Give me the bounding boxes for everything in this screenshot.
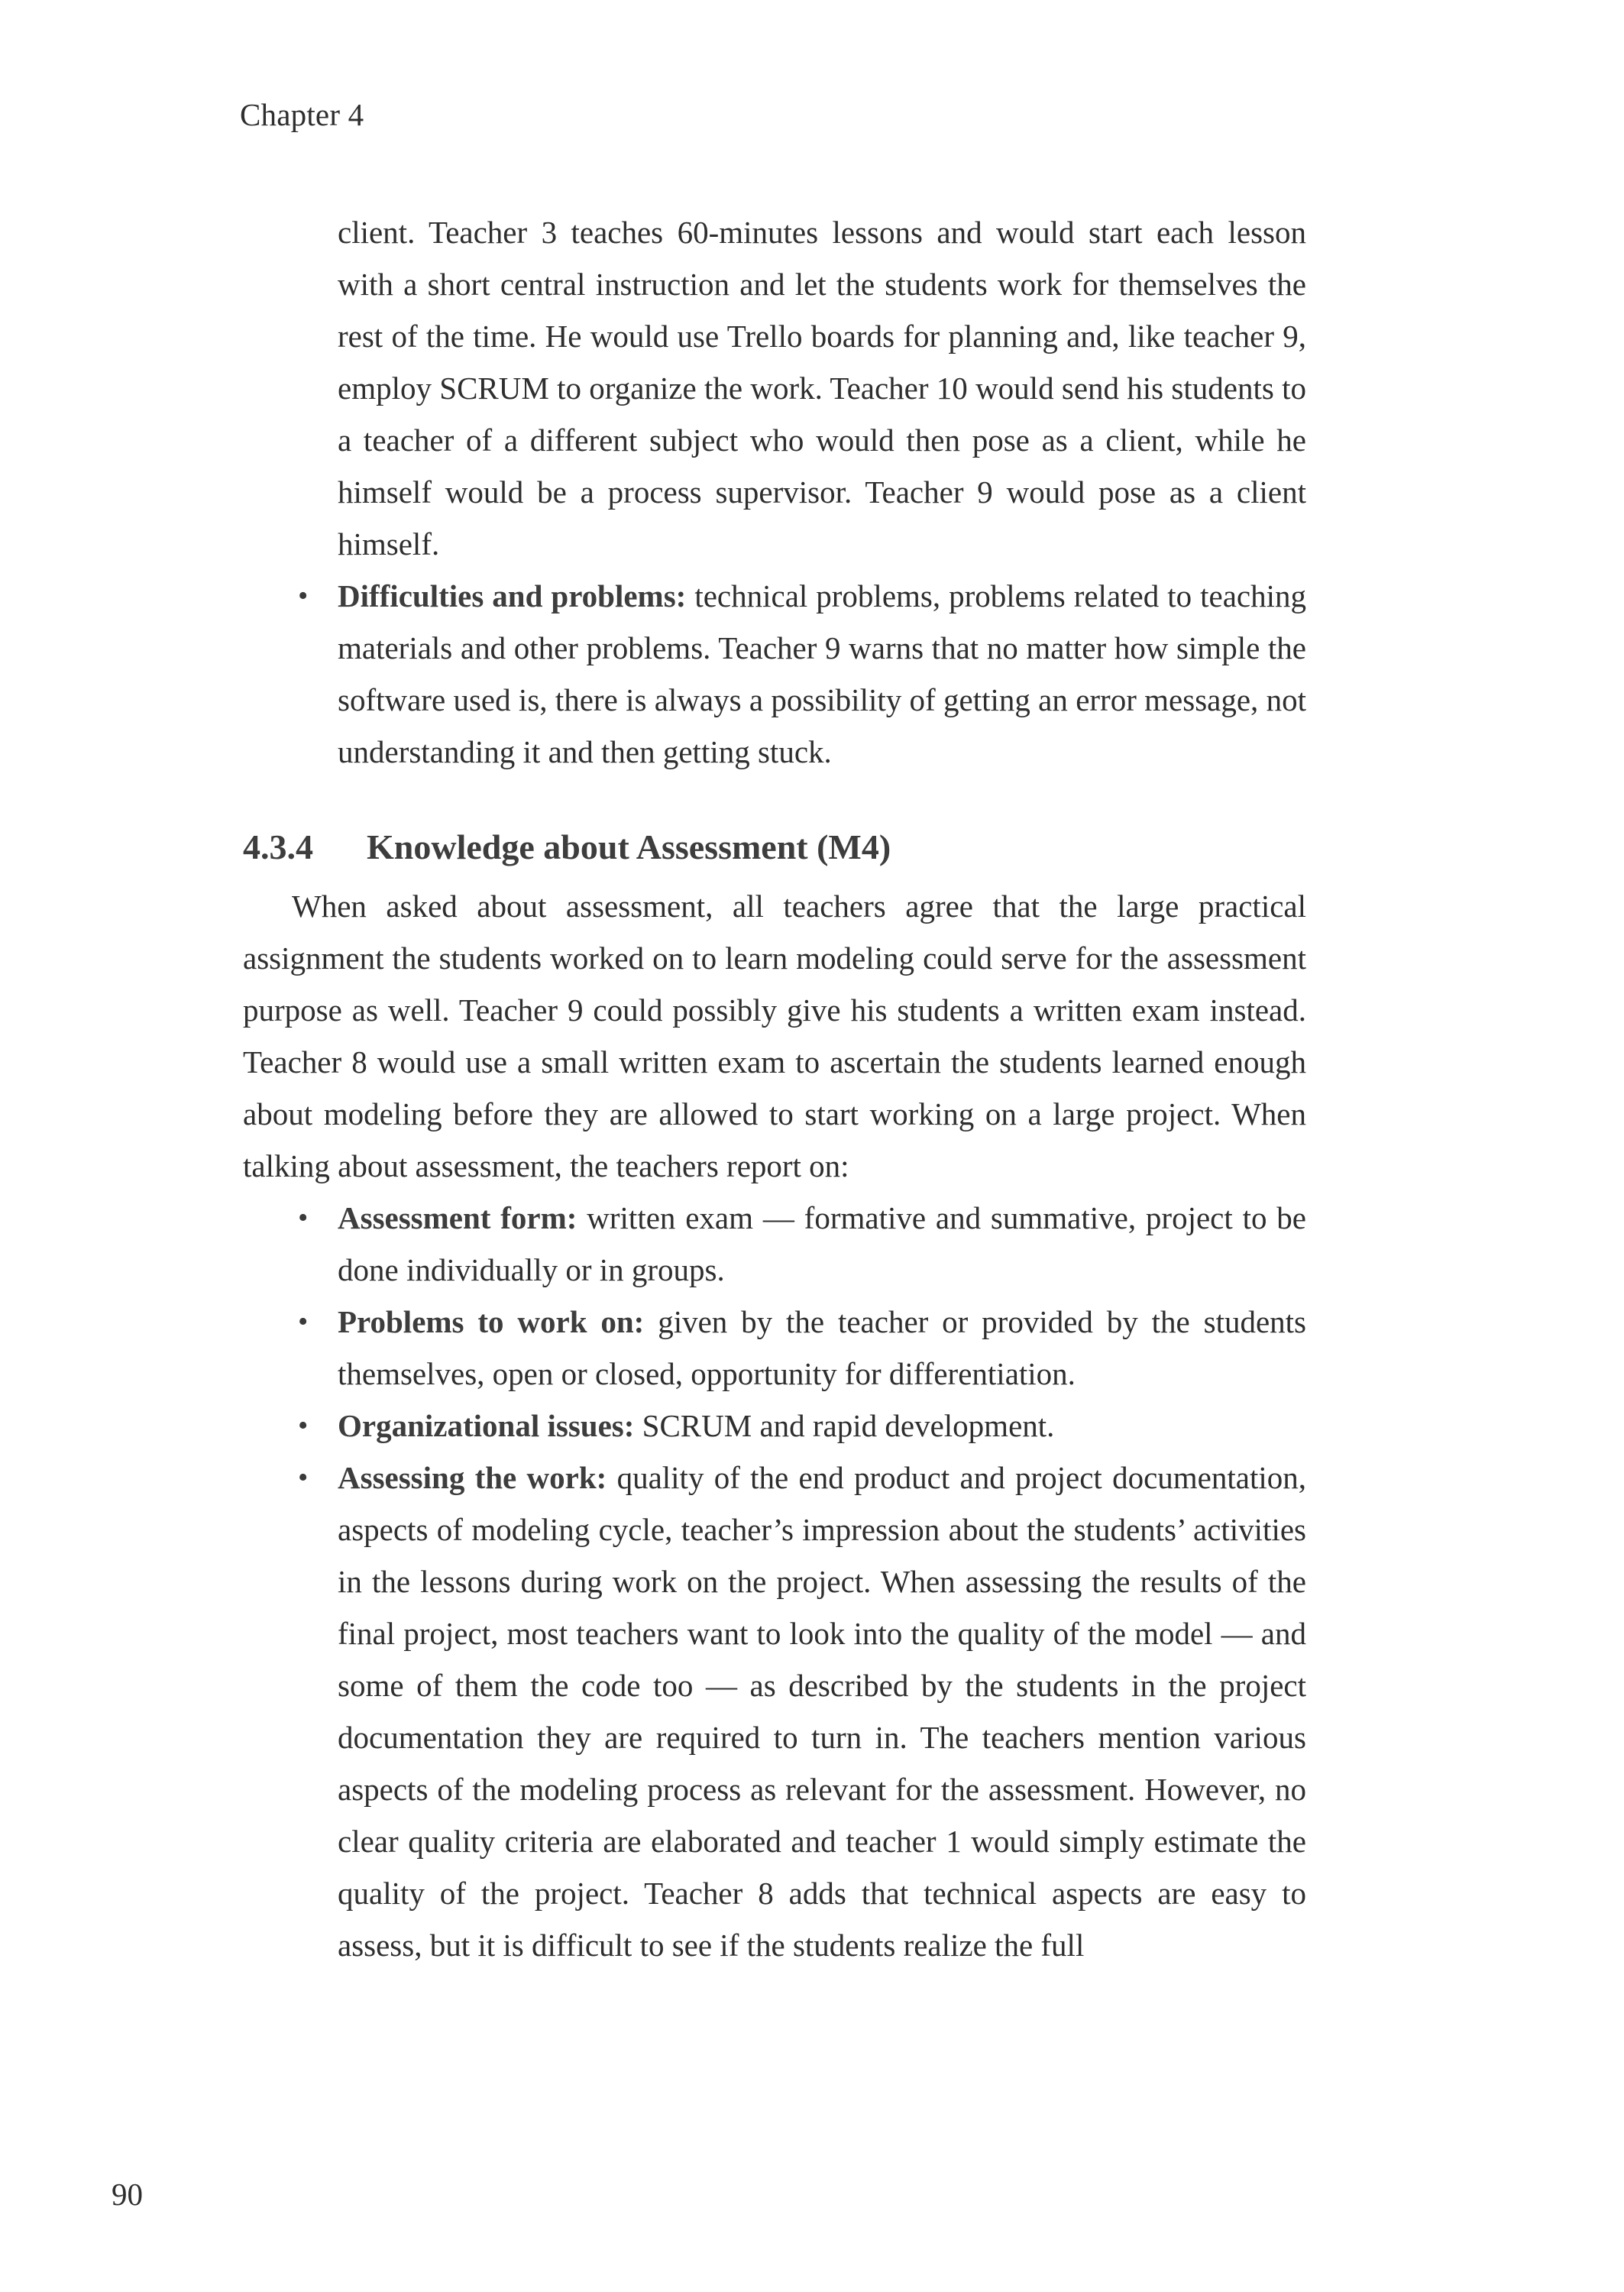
list-item-problems: [338, 1296, 1306, 1400]
running-header: Chapter 4: [240, 97, 364, 132]
section-title: Knowledge about Assessment (M4): [367, 827, 891, 866]
bullet-label: Assessing the work:: [338, 1460, 607, 1495]
bullet-text: technical problems, problems related to teaching materials and other problems. Teacher 9 warns that no matter how simple the software used is, there is always a possibility of getting an error message, not understanding it and then getting stuck.: [338, 578, 1306, 769]
bullet-text: given by the teacher or provided by the students themselves, open or closed, opportunity for differentiation.: [338, 1304, 1306, 1391]
section-number: 4.3.4: [243, 827, 313, 866]
bullet-text: quality of the end product and project documentation, aspects of modeling cycle, teacher’s impression about the students’ activities in the lessons during work on the project. When assessing the results of the final project, most teachers want to look into the quality of the model — and some of them the code too — as described by the students in the project documentation they are required to turn in. The teachers mention various aspects of the modeling process as relevant for the assessment. However, no clear quality criteria are elaborated and teacher 1 would simply estimate the quality of the project. Teacher 8 adds that technical aspects are easy to assess, but it is difficult to see if the students realize the full: [338, 1460, 1306, 1963]
bullet-label: Difficulties and problems:: [338, 578, 687, 613]
bullet-list-methods: [243, 570, 1306, 778]
page-content: [243, 206, 1306, 1971]
intro-paragraph: When asked about assessment, all teachers agree that the large practical assignment the students worked on to learn modeling could serve for the assessment purpose as well. Teacher 9 could possibly give his students a written exam instead. Teacher 8 would use a small written exam to ascertain the students learned enough about modeling before they are allowed to start working on a large project. When talking about assessment, the teachers report on:: [243, 889, 1306, 1183]
bullet-label: Organizational issues:: [338, 1408, 635, 1443]
list-item-difficulties: [338, 570, 1306, 778]
section-heading: [243, 821, 1306, 874]
bullet-label: Problems to work on:: [338, 1304, 645, 1339]
list-item-assessing-work: [338, 1452, 1306, 1971]
continuation-paragraph: client. Teacher 3 teaches 60-minutes lessons and would start each lesson with a short central instruction and let the students work for themselves the rest of the time. He would use Trello boards for planning and, like teacher 9, employ SCRUM to organize the work. Teacher 10 would send his students to a teacher of a different subject who would then pose as a client, while he himself would be a process supervisor. Teacher 9 would pose as a client himself.: [338, 215, 1306, 562]
list-item-assessment-form: [338, 1192, 1306, 1296]
bullet-text: SCRUM and rapid development.: [634, 1408, 1055, 1443]
bullet-text: written exam — formative and summative, project to be done individually or in groups.: [338, 1200, 1306, 1287]
bullet-list-assessment: [243, 1192, 1306, 1971]
bullet-label: Assessment form:: [338, 1200, 577, 1235]
page-number: 90: [112, 2177, 143, 2212]
list-item-organizational: [338, 1400, 1306, 1452]
